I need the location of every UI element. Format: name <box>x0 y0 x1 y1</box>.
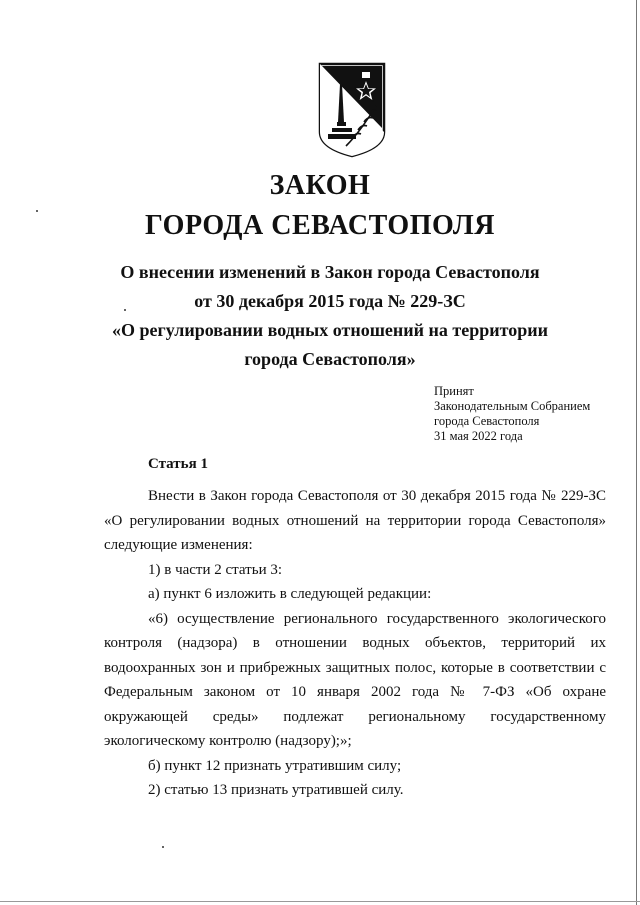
article-item-1: 1) в части 2 статьи 3: <box>148 561 283 578</box>
article-quote-paragraph: «6) осуществление регионального государственного экологического контроля (надзора) в отношении водных объектов, территорий их водоохранных зон и прибрежных защитных полос, которые в соответствии с Федеральным законом от 10 января 2002 года № 7-ФЗ «Об охране окружающей среды» подлежат региональному государственному экологическому контролю (надзору);»; <box>104 610 606 749</box>
adoption-line: Законодательным Собранием <box>434 399 591 413</box>
article-body <box>104 484 606 803</box>
scan-speck <box>162 846 164 848</box>
article-intro-paragraph: Внести в Закон города Севастополя от 30 декабря 2015 года № 229-ЗС «О регулировании водных отношений на территории города Севастополя» следующие изменения: <box>104 488 606 553</box>
subtitle-line: от 30 декабря 2015 года № 229-ЗС <box>194 291 466 311</box>
law-title: ЗАКОН <box>269 170 371 201</box>
law-issuer: ГОРОДА СЕВАСТОПОЛЯ <box>145 210 495 241</box>
adoption-note <box>434 384 590 444</box>
coat-of-arms-emblem <box>318 62 386 158</box>
adoption-line: Принят <box>434 384 474 398</box>
article-item-2: 2) статью 13 признать утратившей силу. <box>148 782 404 798</box>
adoption-line: города Севастополя <box>434 414 540 428</box>
subtitle-line: города Севастополя» <box>244 349 416 369</box>
subtitle-line: О внесении изменений в Закон города Севастополя <box>120 262 540 282</box>
law-subtitle <box>80 258 580 374</box>
adoption-date: 31 мая 2022 года <box>434 429 523 443</box>
article-item-1a: а) пункт 6 изложить в следующей редакции: <box>148 586 432 602</box>
scan-edge-bottom <box>0 901 640 902</box>
article-title: Статья 1 <box>148 456 208 472</box>
subtitle-line: «О регулировании водных отношений на территории <box>112 320 548 340</box>
article-item-1b: б) пункт 12 признать утратившим силу; <box>148 757 402 774</box>
scan-edge-right <box>636 0 637 905</box>
